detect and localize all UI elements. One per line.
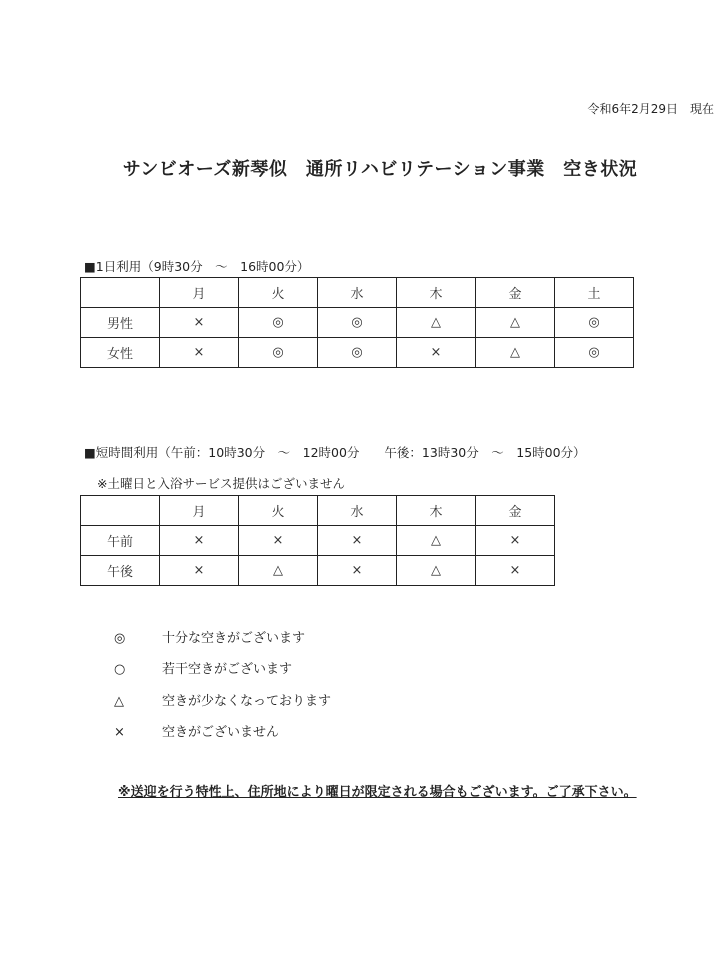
short-time-table (80, 495, 555, 586)
date-stamp: 令和6年2月29日 現在 (587, 102, 714, 116)
table-header-cell: 木 (397, 278, 476, 308)
page-title: サンビオーズ新琴似 通所リハビリテーション事業 空き状況 (122, 159, 638, 180)
triangle-icon: △ (114, 694, 124, 709)
table-row (81, 556, 555, 586)
table-header-cell (81, 278, 160, 308)
table-header-cell: 木 (397, 496, 476, 526)
row-label: 午前 (81, 526, 160, 556)
table-cell: ◎ (555, 338, 634, 368)
legend-item (114, 690, 331, 709)
table-cell: △ (476, 308, 555, 338)
transport-note: ※送迎を行う特性上、住所地により曜日が限定される場合もございます。ご了承下さい。 (118, 785, 637, 800)
table-cell: × (160, 308, 239, 338)
legend-item (114, 658, 292, 677)
table-cell: × (318, 526, 397, 556)
table-header-cell: 月 (160, 278, 239, 308)
short-time-note: ※土曜日と入浴サービス提供はございません (97, 476, 345, 491)
table-header-cell: 月 (160, 496, 239, 526)
table-cell: × (397, 338, 476, 368)
table-cell: ◎ (318, 308, 397, 338)
table-cell: ◎ (239, 308, 318, 338)
table-header-cell (81, 496, 160, 526)
full-day-heading: ■1日利用（9時30分 ～ 16時00分） (84, 259, 310, 274)
table-cell: × (160, 338, 239, 368)
legend-text: 若干空きがございます (162, 662, 293, 677)
table-header-cell: 金 (476, 278, 555, 308)
table-header-cell: 火 (239, 278, 318, 308)
table-header-row (81, 496, 555, 526)
table-row (81, 338, 634, 368)
table-cell: △ (476, 338, 555, 368)
table-cell: × (318, 556, 397, 586)
table-cell: × (160, 556, 239, 586)
legend-item (114, 627, 305, 646)
table-cell: △ (397, 556, 476, 586)
table-cell: × (476, 526, 555, 556)
table-cell: △ (239, 556, 318, 586)
table-header-cell: 土 (555, 278, 634, 308)
short-time-heading: ■短時間利用（午前：10時30分 ～ 12時00分 午後：13時30分 ～ 15時00分） (84, 445, 586, 460)
table-row (81, 526, 555, 556)
table-header-row (81, 278, 634, 308)
table-cell: ◎ (555, 308, 634, 338)
table-header-cell: 金 (476, 496, 555, 526)
table-cell: × (476, 556, 555, 586)
table-header-cell: 水 (318, 278, 397, 308)
table-header-cell: 水 (318, 496, 397, 526)
legend-text: 空きがございません (162, 725, 280, 740)
legend-text: 空きが少なくなっております (162, 694, 332, 709)
table-row (81, 308, 634, 338)
table-cell: ◎ (318, 338, 397, 368)
circle-icon: ○ (114, 662, 126, 677)
legend-text: 十分な空きがございます (162, 631, 306, 646)
row-label: 午後 (81, 556, 160, 586)
row-label: 男性 (81, 308, 160, 338)
legend-item (114, 721, 279, 740)
table-cell: △ (397, 526, 476, 556)
table-cell: △ (397, 308, 476, 338)
cross-icon: × (114, 725, 125, 740)
table-cell: × (160, 526, 239, 556)
double-circle-icon: ◎ (114, 631, 126, 646)
row-label: 女性 (81, 338, 160, 368)
table-header-cell: 火 (239, 496, 318, 526)
full-day-table (80, 277, 634, 368)
table-cell: × (239, 526, 318, 556)
table-cell: ◎ (239, 338, 318, 368)
